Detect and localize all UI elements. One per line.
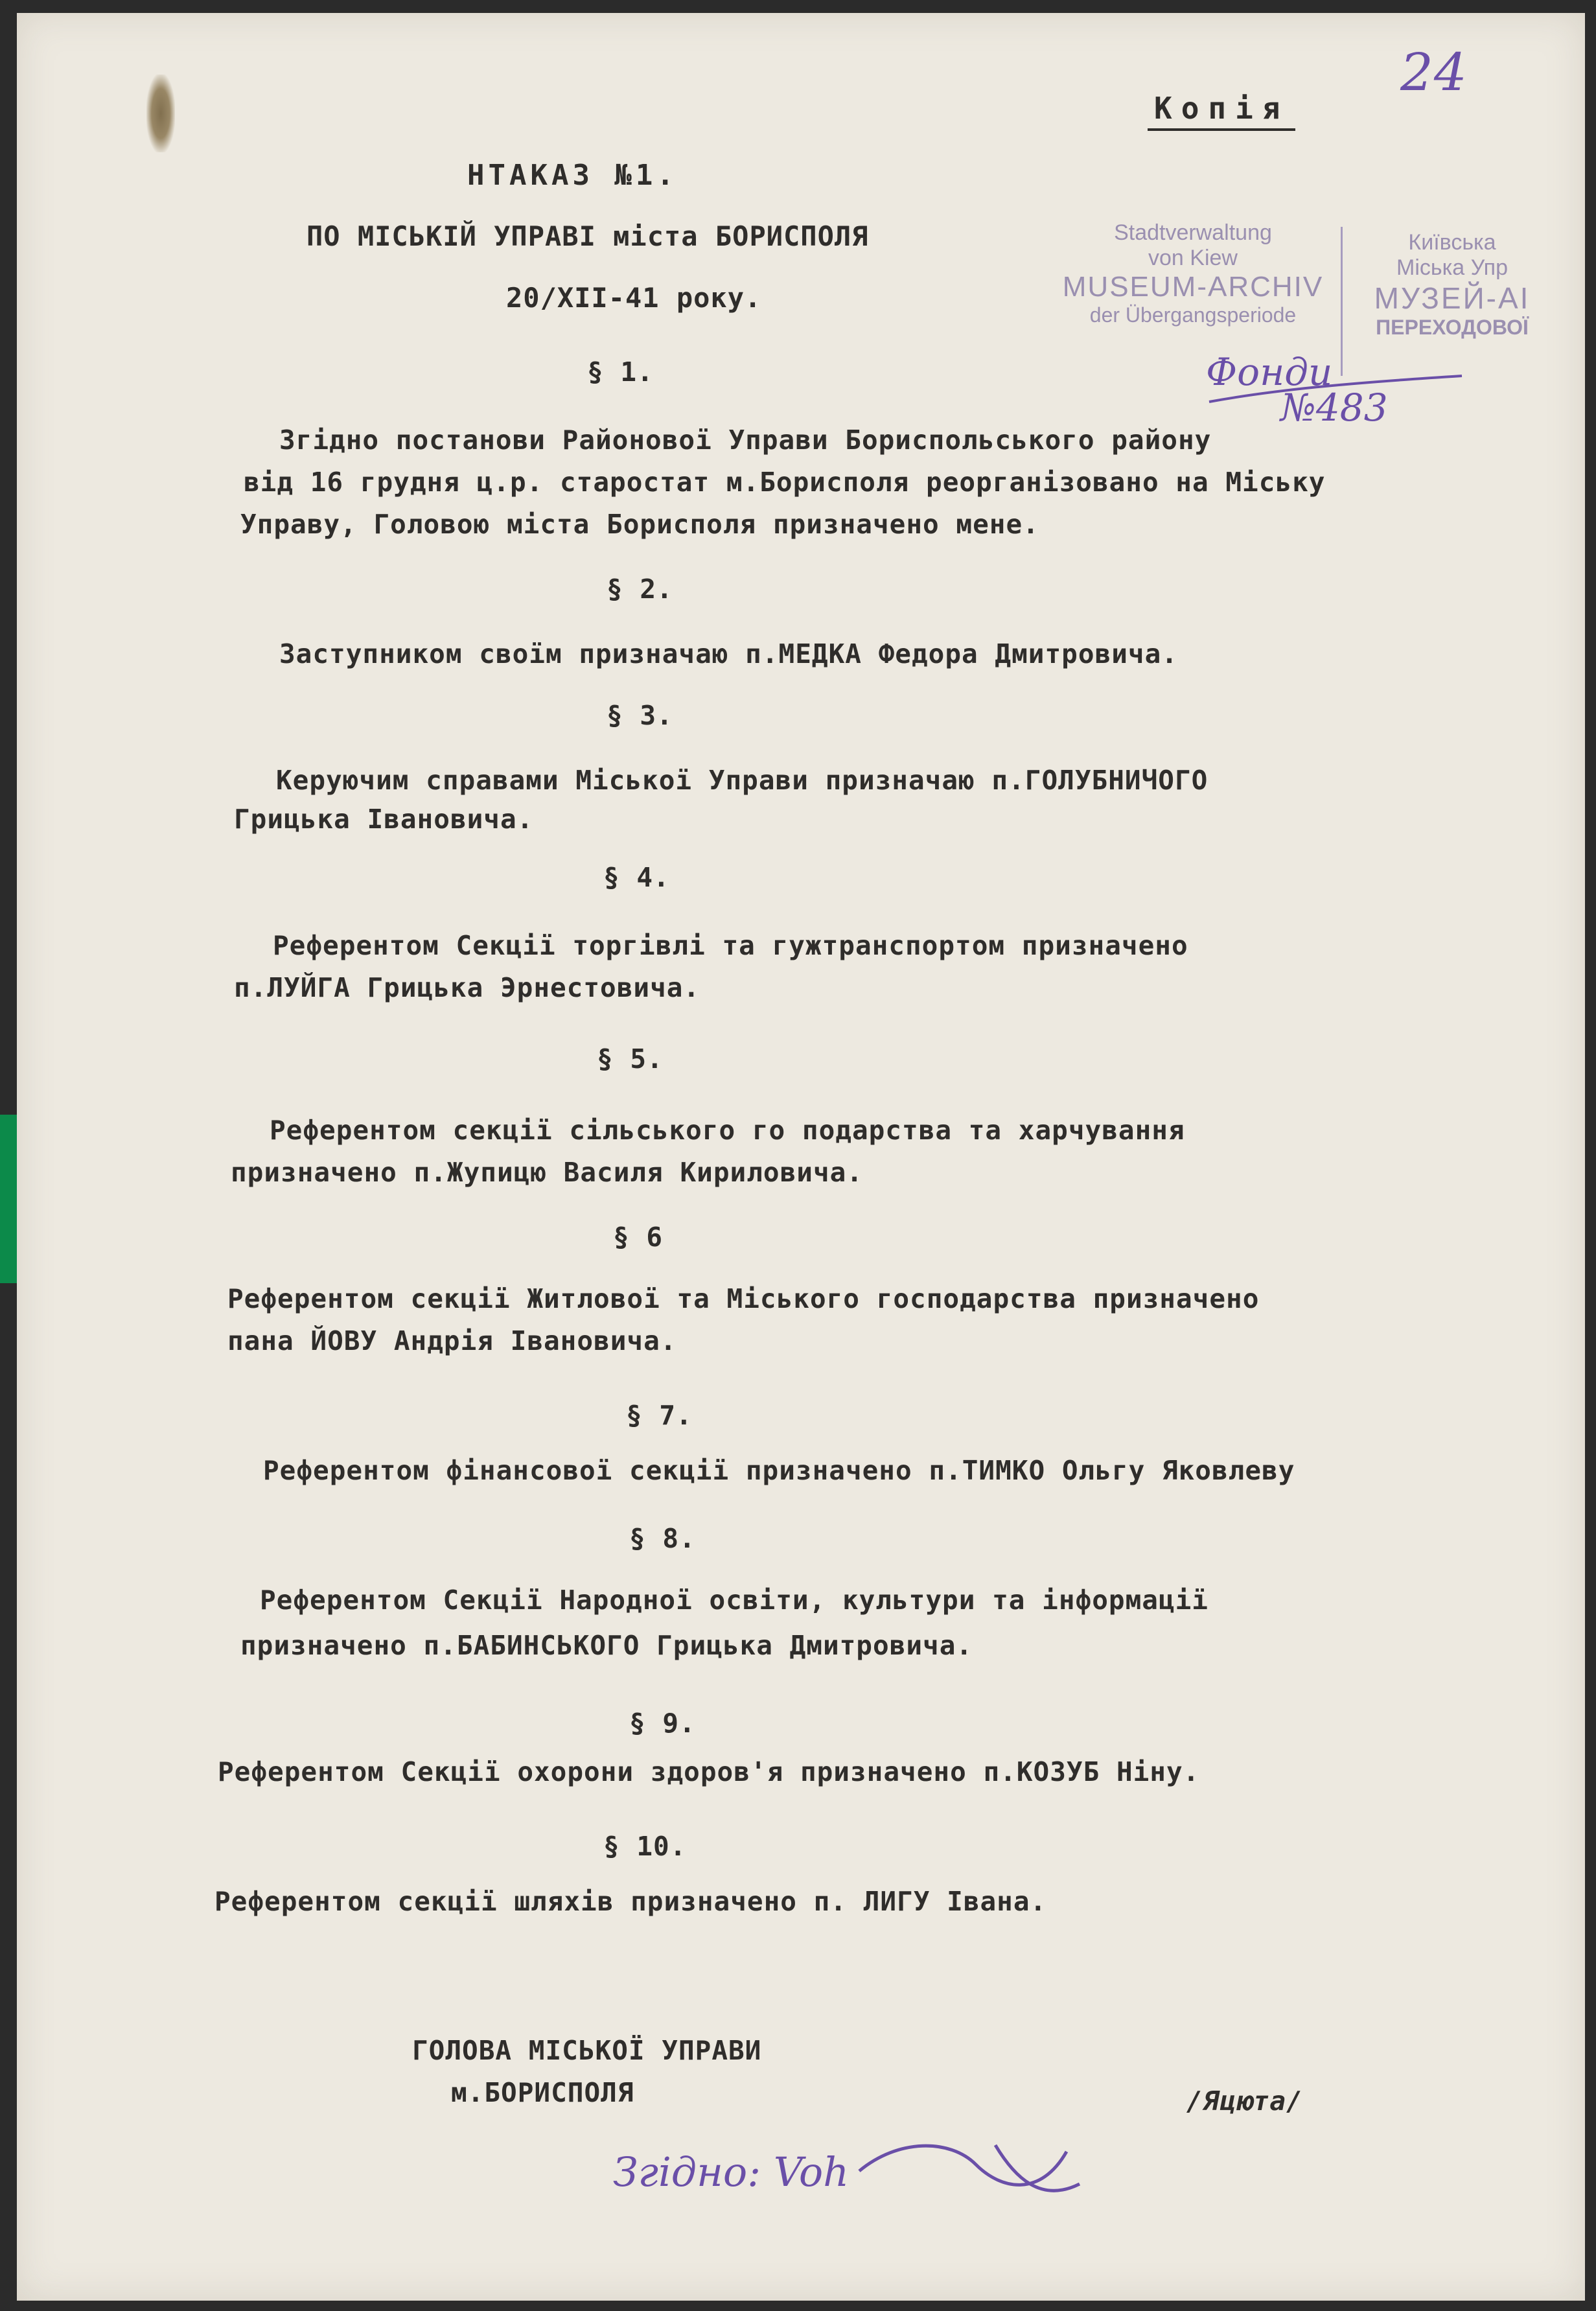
document-subtitle: ПО МІСЬКІЙ УПРАВІ міста БОРИСПОЛЯ [306,220,869,252]
section-heading: § 8. [629,1523,696,1554]
section-heading: § 7. [626,1400,693,1431]
section-heading: § 2. [607,574,673,605]
section-line: Референтом секції шляхів призначено п. ЛИГУ Івана. [214,1886,1047,1917]
copy-label: Копія [1148,91,1295,131]
ink-stain [146,75,175,152]
section-line: призначено п.Жупицю Василя Кириловича. [231,1157,863,1188]
section-line: Керуючим справами Міської Управи призначаю п.ГОЛУБНИЧОГО [276,765,1209,796]
archive-stamp-left [1047,220,1339,327]
page-number: 24 [1400,42,1468,102]
section-line: п.ЛУЙГА Грицька Эрнестовича. [234,972,700,1003]
stamp-line: der Übergangsperiode [1089,303,1297,327]
stamp-line: Stadtverwaltung [1114,220,1272,245]
section-heading: § 1. [587,356,654,388]
section-line: Заступником своїм призначаю п.МЕДКА Федора Дмитровича. [279,638,1178,669]
section-heading: § 4. [603,862,670,893]
section-line: Референтом Секції Народної освіти, культури та інформації [260,1585,1209,1616]
section-line: Грицька Івановича. [234,804,534,835]
stamp-line: von Kiew [1148,246,1238,270]
paper-sheet [17,13,1585,2301]
section-line: Згідно постанови Районової Управи Бориспольського району [279,424,1212,456]
signature-name: /Яцюта/ [1186,2085,1303,2117]
stamp-line: MUSEUM-ARCHIV [1062,271,1324,303]
fond-label: Фонди [1206,350,1333,394]
stamp-line: Міська Упр [1396,255,1508,280]
section-heading: § 3. [607,700,673,731]
section-line: Референтом фінансової секції призначено п.ТИМКО Ольгу Яковлеву [263,1455,1295,1486]
green-edge-tab [0,1115,17,1283]
section-line: призначено п.БАБИНСЬКОГО Грицька Дмитровича. [240,1630,973,1661]
section-heading: § 9. [629,1708,696,1739]
section-line: пана ЙОВУ Андрія Івановича. [227,1325,677,1356]
handwritten-signature-scribble [846,2126,1093,2216]
stamp-line: ПЕРЕХОДОВОЇ [1376,316,1529,339]
section-line: Референтом секції Житлової та Міського господарства призначено [227,1283,1260,1314]
stamp-line: МУЗЕЙ-АІ [1374,281,1531,315]
stamp-line: Київська [1408,230,1496,255]
signature-title-line: м.БОРИСПОЛЯ [451,2077,634,2108]
signature-title-line: ГОЛОВА МІСЬКОЇ УПРАВИ [412,2035,762,2066]
section-heading: § 10. [603,1831,687,1862]
section-line: від 16 грудня ц.р. старостат м.Борисполя реорганізовано на Міську [244,467,1326,498]
section-line: Референтом Секції охорони здоров'я призначено п.КОЗУБ Ніну. [218,1756,1200,1787]
stamp-divider [1341,227,1343,376]
fond-number: №483 [1280,386,1388,430]
archive-stamp-right [1345,230,1559,340]
document-title: НТАКАЗ №1. [467,159,678,192]
document-date: 20/ХІІ-41 року. [506,282,762,314]
handwritten-note: Згідно: Voh [613,2148,850,2196]
section-line: Референтом Секції торгівлі та гужтранспортом призначено [273,930,1188,961]
section-heading: § 5. [597,1043,664,1074]
section-line: Управу, Головою міста Борисполя призначено мене. [240,509,1039,540]
section-line: Референтом секції сільського го подарства та харчування [270,1115,1185,1146]
fond-underline [1203,363,1475,421]
section-heading: § 6 [613,1222,664,1253]
